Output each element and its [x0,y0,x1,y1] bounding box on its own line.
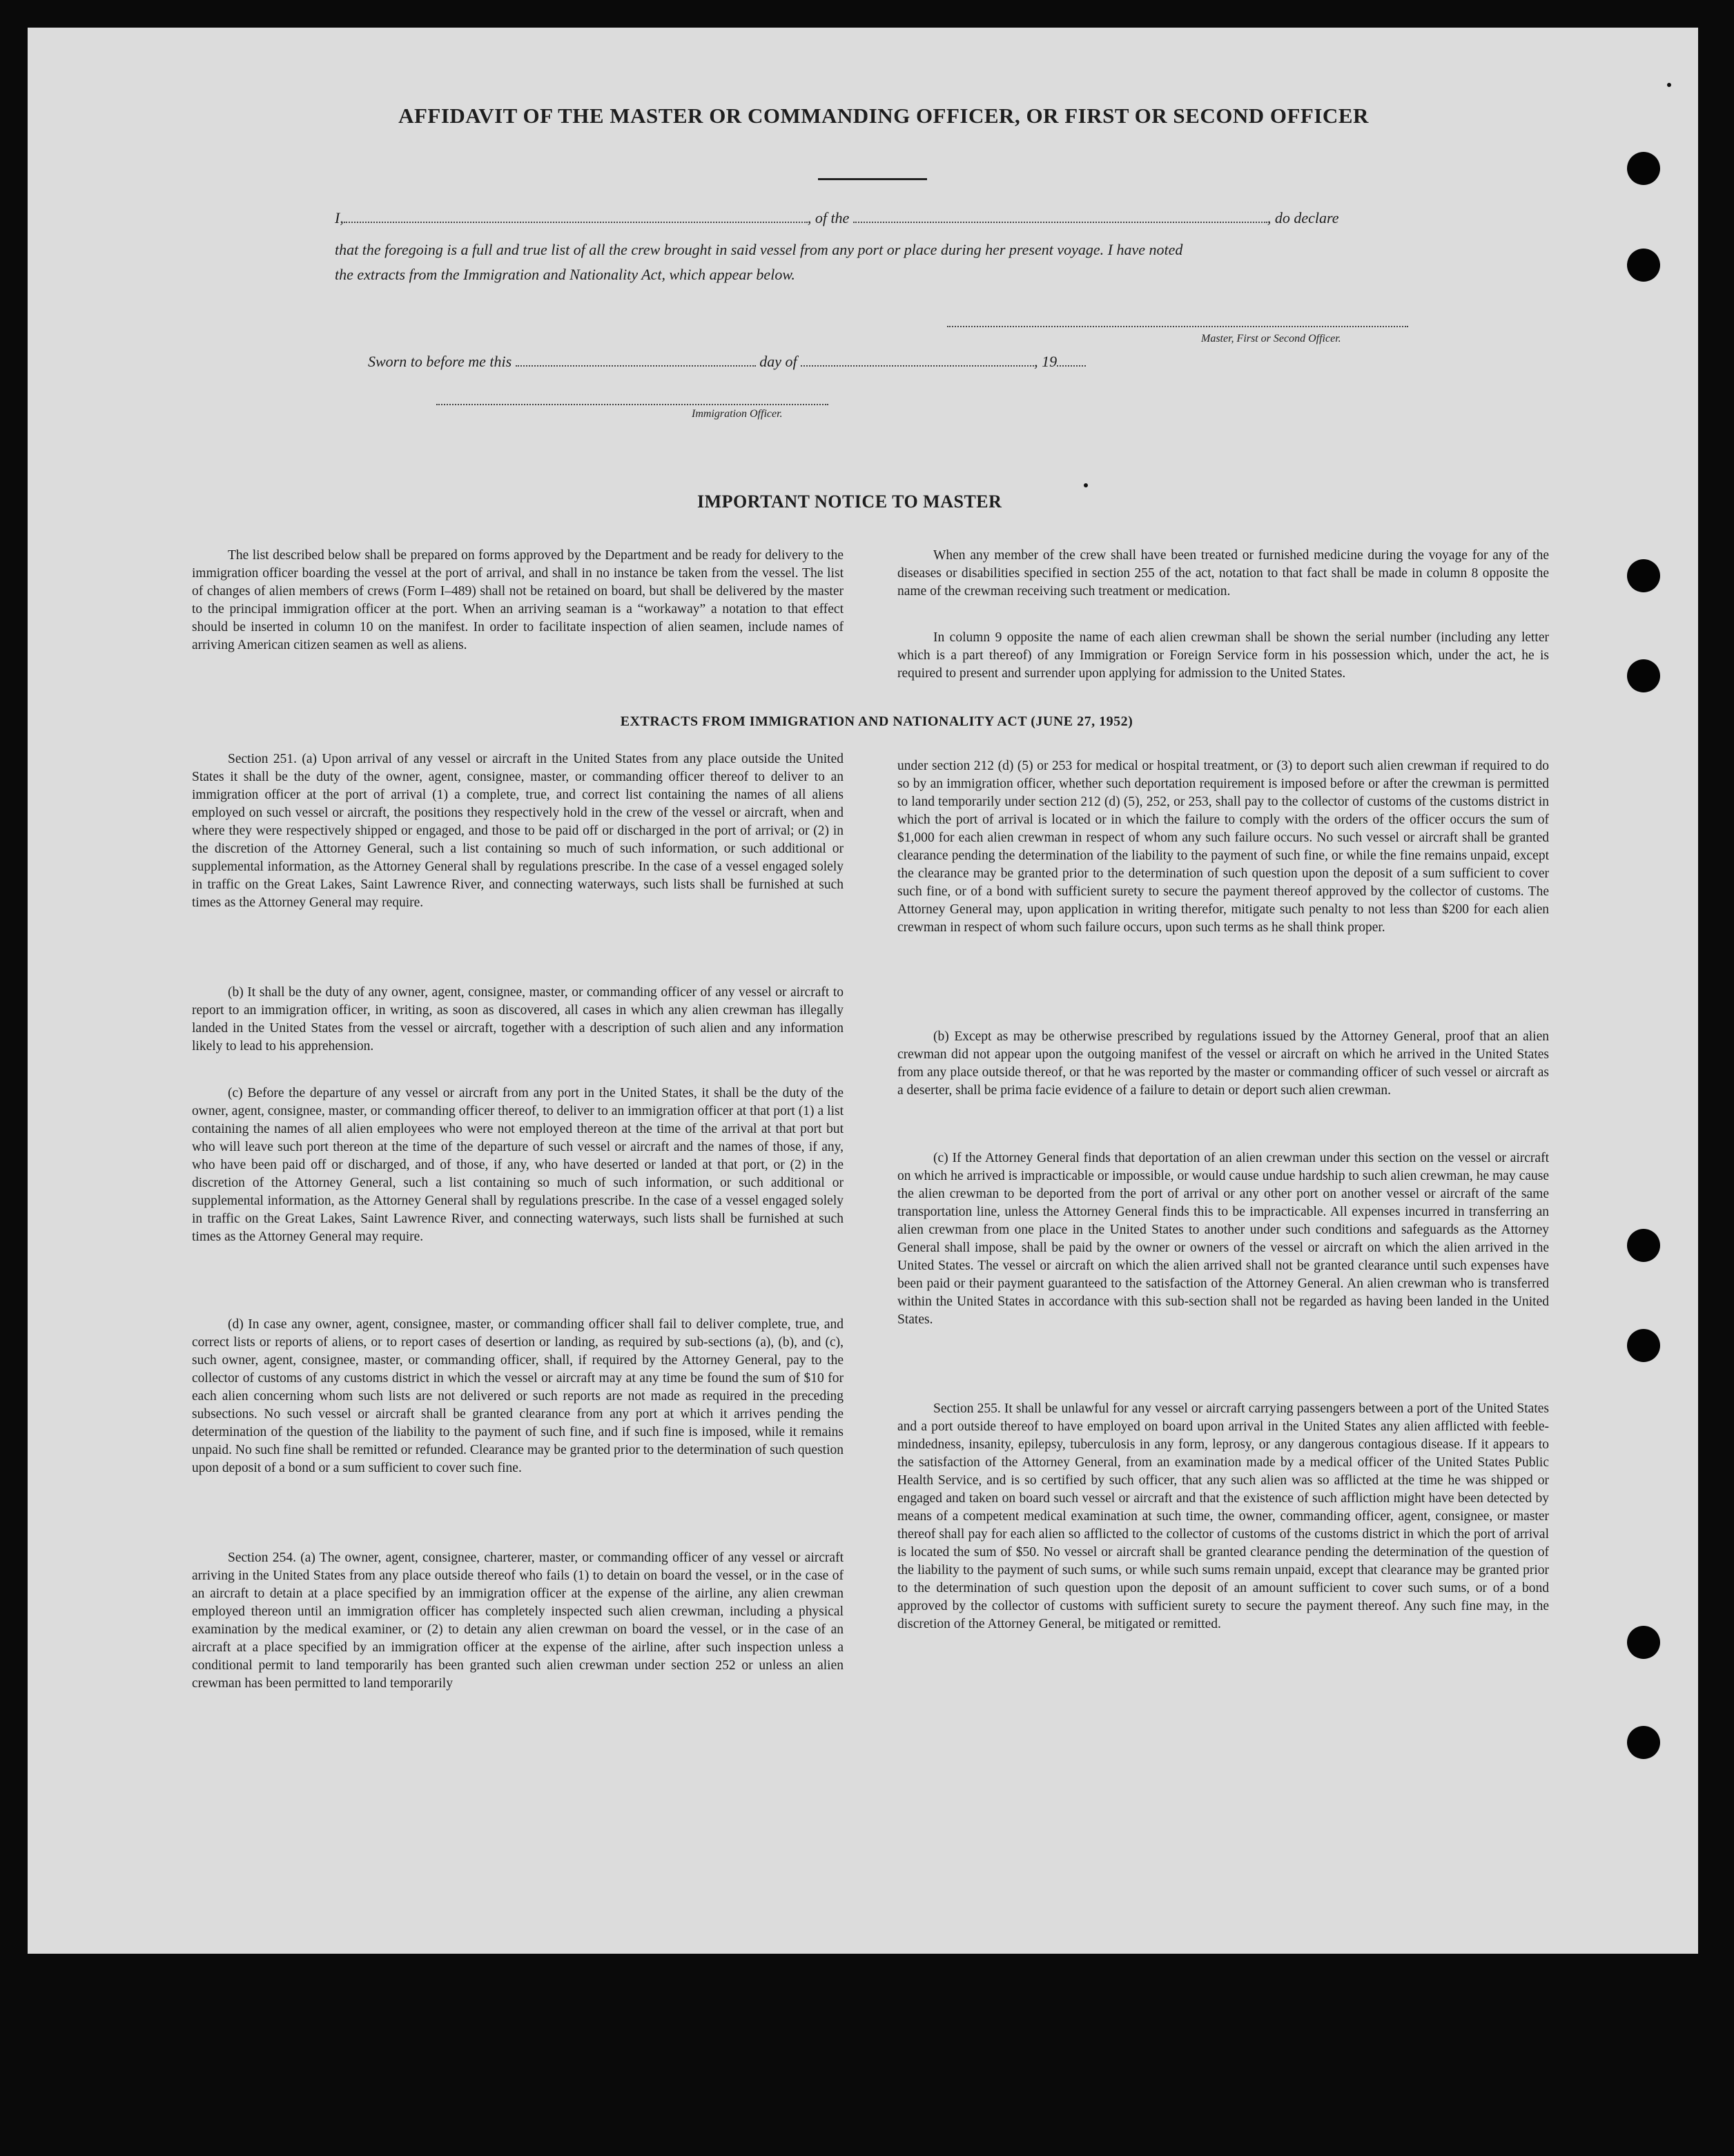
declarant-label: I, [335,209,344,226]
sworn-month-blank[interactable] [801,364,1034,367]
declarant-name-blank[interactable] [344,220,808,223]
section-255: Section 255. It shall be unlawful for any vessel or aircraft carrying passengers between a port of the United States and a port outside thereof to have employed on board upon arrival in the United States any alien afflicted with feeble-mindedness, insanity, epilepsy, tuberculosis in any form, leprosy, or any dangerous contagious disease. If it appears to the satisfaction of the Attorney General, from an examination made by a medical officer of the United States Public Health Service, and is so certified by such officer, that any such alien was so afflicted at the time he was shipped or engaged and taken on board such vessel or aircraft and that the existence of such affliction might have been detected by means of a competent medical examination at such time, the owner, commanding officer, agent, consignee, or master thereof shall pay for each alien so afflicted to the collector of customs of the customs district in which the port of arrival is located the sum of $50. No vessel or aircraft shall be granted clearance pending the determination of the question of the liability to the payment of such sums, or while such sums remain unpaid, except that clearance may be granted prior to the determination of such question upon the deposit of an amount sufficient to cover such sums, or of a bond approved by the collector of customs with sufficient surety to secure the payment thereof. Any such fine may, in the discretion of the Attorney General, be mitigated or remitted. [897,1401,1549,1631]
vessel-name-blank[interactable] [853,220,1267,223]
notice-right-paragraph-1: When any member of the crew shall have been treated or furnished medicine during the voyage for any of the diseases or disabilities specified in section 255 of the act, notation to that fact shall be made in column 8 opposite the name of the crewman receiving such treatment or medication. [897,548,1549,599]
title-underline [818,178,927,180]
binder-hole [1627,249,1660,282]
declaration-line [335,209,1338,227]
vessel-label: , of the [807,209,850,226]
sworn-line [368,353,1086,371]
section-251d: (d) In case any owner, agent, consignee, master, or commanding officer shall fail to deliver complete, true, and correct lists or reports of aliens, or to report cases of desertion or landing, as required by sub-sections (a), (b), and (c), such owner, agent, consignee, master, or commanding officer, shall, if required by the Attorney General, pay to the collector of customs of any customs district in which the vessel or aircraft may at any time be found the sum of $10 for each alien concerning whom such lists are not delivered or such reports are not made as required in the preceding subsections. No such vessel or aircraft shall be granted clearance from any port at which it arrives pending the determination of the question of the liability to the payment of such fine, and if such fine is imposed, while it remains unpaid. No such fine shall be remitted or refunded. Clearance may be granted prior to the determination of such question upon deposit of a bond or a sum sufficient to cover such fine. [192,1317,844,1475]
affidavit-title: AFFIDAVIT OF THE MASTER OR COMMANDING OFFICER, OR FIRST OR SECOND OFFICER [398,104,1369,128]
binder-hole [1627,659,1660,692]
section-251b: (b) It shall be the duty of any owner, agent, consignee, master, or commanding officer of any vessel or aircraft to report to an immigration officer, in writing, as soon as discovered, all cases in which any alien crewman has illegally landed in the United States from the vessel or aircraft, together with a description of such alien and any information likely to lead to his apprehension. [192,985,844,1053]
notice-left-paragraph: The list described below shall be prepared on forms approved by the Department and be ready for delivery to the immigration officer boarding the vessel at the port of arrival, and shall in no instance be taken from the vessel. The list of changes of alien members of crews (Form I–489) shall not be retained on board, but shall be delivered by the master to the principal immigration officer at the port. When an arriving seaman is a “workaway” a notation to that effect should be inserted in column 10 on the manifest. In order to facilitate inspection of alien seamen, include names of arriving American citizen seamen as well as aliens. [192,548,844,652]
binder-hole [1627,1329,1660,1362]
binder-hole [1627,559,1660,592]
section-254c: (c) If the Attorney General finds that deportation of an alien crewman under this section on the vessel or aircraft on which he arrived is impracticable or impossible, or would cause undue hardship to such alien crewman, he may cause the alien crewman to be deported from the port of arrival or any other port on another vessel or aircraft of the same transportation line, unless the Attorney General finds this to be impracticable. All expenses incurred in transferring an alien crewman from one place in the United States to another under such conditions and safeguards as the Attorney General shall impose, shall be paid by the owner or owners of the vessel or aircraft on which the alien arrived in the United States. The vessel or aircraft on which the alien arrived shall not be granted clearance until such expenses have been paid or their payment guaranteed to the satisfaction of the Attorney General. An alien crewman who is transferred within the United States in accordance with this sub-section shall not be regarded as having been landed in the United States. [897,1151,1549,1327]
section-251a: Section 251. (a) Upon arrival of any vessel or aircraft in the United States from any place outside the United States it shall be the duty of the owner, agent, consignee, master, or commanding officer thereof to deliver to an immigration officer at the port of arrival (1) a complete, true, and correct list containing the names of all aliens employed on such vessel or aircraft, the positions they respectively hold in the crew of the vessel or aircraft, when and where they were respectively shipped or engaged, and those to be paid off or discharged in the port of arrival; or (2) in the discretion of the Attorney General, such a list containing so much of such information, or such additional or supplemental information, as the Attorney General shall by regulations prescribe. In the case of a vessel engaged solely in traffic on the Great Lakes, Saint Lawrence River, and connecting waterways, such lists shall be furnished at such times as the Attorney General may require. [192,752,844,910]
year-label: , 19 [1034,353,1058,370]
section-254b: (b) Except as may be otherwise prescribed by regulations issued by the Attorney General, proof that an alien crewman did not appear upon the outgoing manifest of the vessel or aircraft on which he arrived in the United States from any place outside thereof, or that he was reported by the master or commanding officer of such vessel or aircraft as a deserter, shall be prima facie evidence of a failure to detain or deport such alien crewman. [897,1029,1549,1098]
day-of-label: day of [759,353,797,370]
master-signature-caption: Master, First or Second Officer. [1201,333,1341,344]
officer-signature-blank[interactable] [436,402,828,405]
scan-speck [1084,483,1088,487]
section-254a: Section 254. (a) The owner, agent, consignee, charterer, master, or commanding officer of any vessel or aircraft arriving in the United States from any place outside thereof who fails (1) to detain on board the vessel, or in the case of an aircraft to detain at a place specified by an immigration officer at the expense of the airline, any alien crewman employed thereon until an immigration officer has completely inspected such alien crewman, including a physical examination by the medical examiner, or (2) to detain any alien crewman on board the vessel, or in the case of an aircraft at a place specified by an immigration officer at the expense of the airline, after such inspection unless a conditional permit to land temporarily has been granted such alien crewman under section 252 or unless an alien crewman has been permitted to land temporarily [192,1551,844,1691]
officer-signature-caption: Immigration Officer. [692,408,783,420]
binder-hole [1627,152,1660,185]
notice-title: IMPORTANT NOTICE TO MASTER [697,492,1002,512]
binder-hole [1627,1626,1660,1659]
declaration-statement-1: that the foregoing is a full and true list of all the crew brought in said vessel from any port or place during her present voyage. I have noted [335,241,1183,258]
master-signature-blank[interactable] [947,324,1408,327]
sworn-year-blank[interactable] [1057,364,1086,367]
notice-right-paragraph-2: In column 9 opposite the name of each alien crewman shall be shown the serial number (including any letter which is a part thereof) of any Immigration or Foreign Service form in his possession which, under the act, he is required to present and surrender upon applying for admission to the United States. [897,630,1549,681]
declare-label: , do declare [1267,209,1339,226]
extracts-title: EXTRACTS FROM IMMIGRATION AND NATIONALITY ACT (JUNE 27, 1952) [620,714,1133,729]
binder-hole [1627,1726,1660,1759]
sworn-label: Sworn to before me this [368,353,512,370]
section-251c: (c) Before the departure of any vessel or aircraft from any port in the United States, it shall be the duty of the owner, agent, consignee, master, or commanding officer thereof, to deliver to an immigration officer at that port (1) a list containing the names of all alien employees who were not employed thereon at the time of the arrival at that port but who will leave such port thereon at the time of the departure of such vessel or aircraft and the names of those, if any, who have been paid off or discharged, and of those, if any, who have deserted or landed at that port, or (2) in the discretion of the Attorney General, such a list containing so much of such information, or such additional or supplemental information, as the Attorney General shall by regulations prescribe. In the case of a vessel engaged solely in traffic on the Great Lakes, Saint Lawrence River, and connecting waterways, such lists shall be furnished at such times as the Attorney General may require. [192,1086,844,1244]
sworn-day-blank[interactable] [516,364,756,367]
section-254a-continued: under section 212 (d) (5) or 253 for medical or hospital treatment, or (3) to deport such alien crewman if required to do so by an immigration officer, whether such deportation requirement is imposed before or after the crewman is permitted to land temporarily under section 212 (d) (5), 252, or 253, shall pay to the collector of customs of the customs district in which the port of arrival is located or in which the failure to comply with the orders of the officer occurs the sum of $1,000 for each alien crewman in respect of whom any such failure occurs. No such vessel or aircraft shall be granted clearance pending the determination of the liability to the payment of such fine, or while the fine remains unpaid, except the clearance may be granted prior to the determination of such question upon the deposit of a sum sufficient to cover such fine, or of a bond with sufficient surety to secure the payment thereof approved by the collector of customs. The Attorney General may, upon application in writing therefor, mitigate such penalty to not less than $200 for each alien crewman in respect of whom such failure occurs, upon such terms as he shall think proper. [897,759,1549,935]
declaration-statement-2: the extracts from the Immigration and Nationality Act, which appear below. [335,266,795,283]
scan-speck [1667,83,1671,87]
binder-hole [1627,1229,1660,1262]
